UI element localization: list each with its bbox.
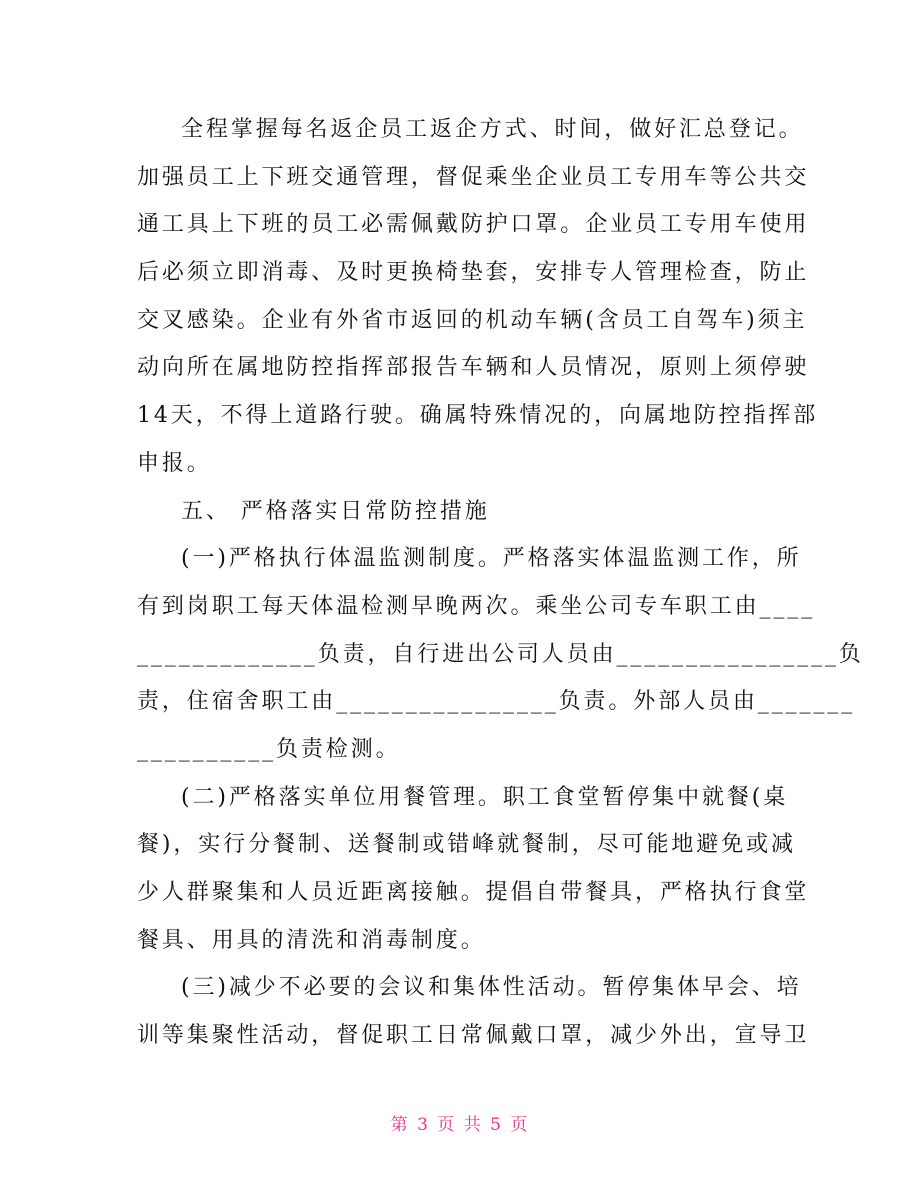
section-heading: 五、 严格落实日常防控措施 — [181, 498, 490, 524]
paragraph-line: 加强员工上下班交通管理，督促乘坐企业员工专用车等公共交 — [137, 164, 810, 190]
paragraph-line: (三)减少不必要的会议和集体性活动。暂停集体早会、培 — [181, 975, 802, 1001]
body-text — [137, 106, 864, 1060]
paragraph-line: 14天，不得上道路行驶。确属特殊情况的，向属地防控指挥部 — [137, 403, 819, 429]
paragraph-line: 交叉感染。企业有外省市返回的机动车辆(含员工自驾车)须主 — [137, 307, 808, 333]
paragraph-line: 责，住宿舍职工由________________负责。外部人员由_______ — [137, 689, 856, 715]
paragraph-line: 训等集聚性活动，督促职工日常佩戴口罩，减少外出，宣导卫 — [137, 1023, 810, 1049]
paragraph-line: 通工具上下班的员工必需佩戴防护口罩。企业员工专用车使用 — [137, 212, 810, 238]
paragraph-line: 后必须立即消毒、及时更换椅垫套，安排专人管理检查，防止 — [137, 260, 810, 286]
paragraph-line: 餐具、用具的清洗和消毒制度。 — [137, 927, 486, 953]
page-footer — [0, 1110, 920, 1135]
paragraph-line: 动向所在属地防控指挥部报告车辆和人员情况，原则上须停驶 — [137, 355, 810, 381]
paragraph-line: __________负责检测。 — [137, 736, 401, 762]
paragraph-line: 申报。 — [137, 450, 212, 476]
paragraph-line: _____________负责，自行进出公司人员由________________负 — [137, 641, 864, 667]
paragraph-line: (二)严格落实单位用餐管理。职工食堂暂停集中就餐(桌 — [181, 784, 789, 810]
paragraph-line: 全程掌握每名返企员工返企方式、时间，做好汇总登记。 — [181, 117, 804, 142]
paragraph-line: 有到岗职工每天体温检测早晚两次。乘坐公司专车职工由____ — [137, 593, 816, 619]
paragraph-line: 少人群聚集和人员近距离接触。提倡自带餐具，严格执行食堂 — [137, 880, 810, 905]
page-number-label: 第 3 页 共 5 页 — [390, 1115, 530, 1135]
paragraph-line: (一)严格执行体温监测制度。严格落实体温监测工作，所 — [181, 546, 802, 572]
paragraph-line: 餐)，实行分餐制、送餐制或错峰就餐制，尽可能地避免或减 — [137, 832, 796, 858]
